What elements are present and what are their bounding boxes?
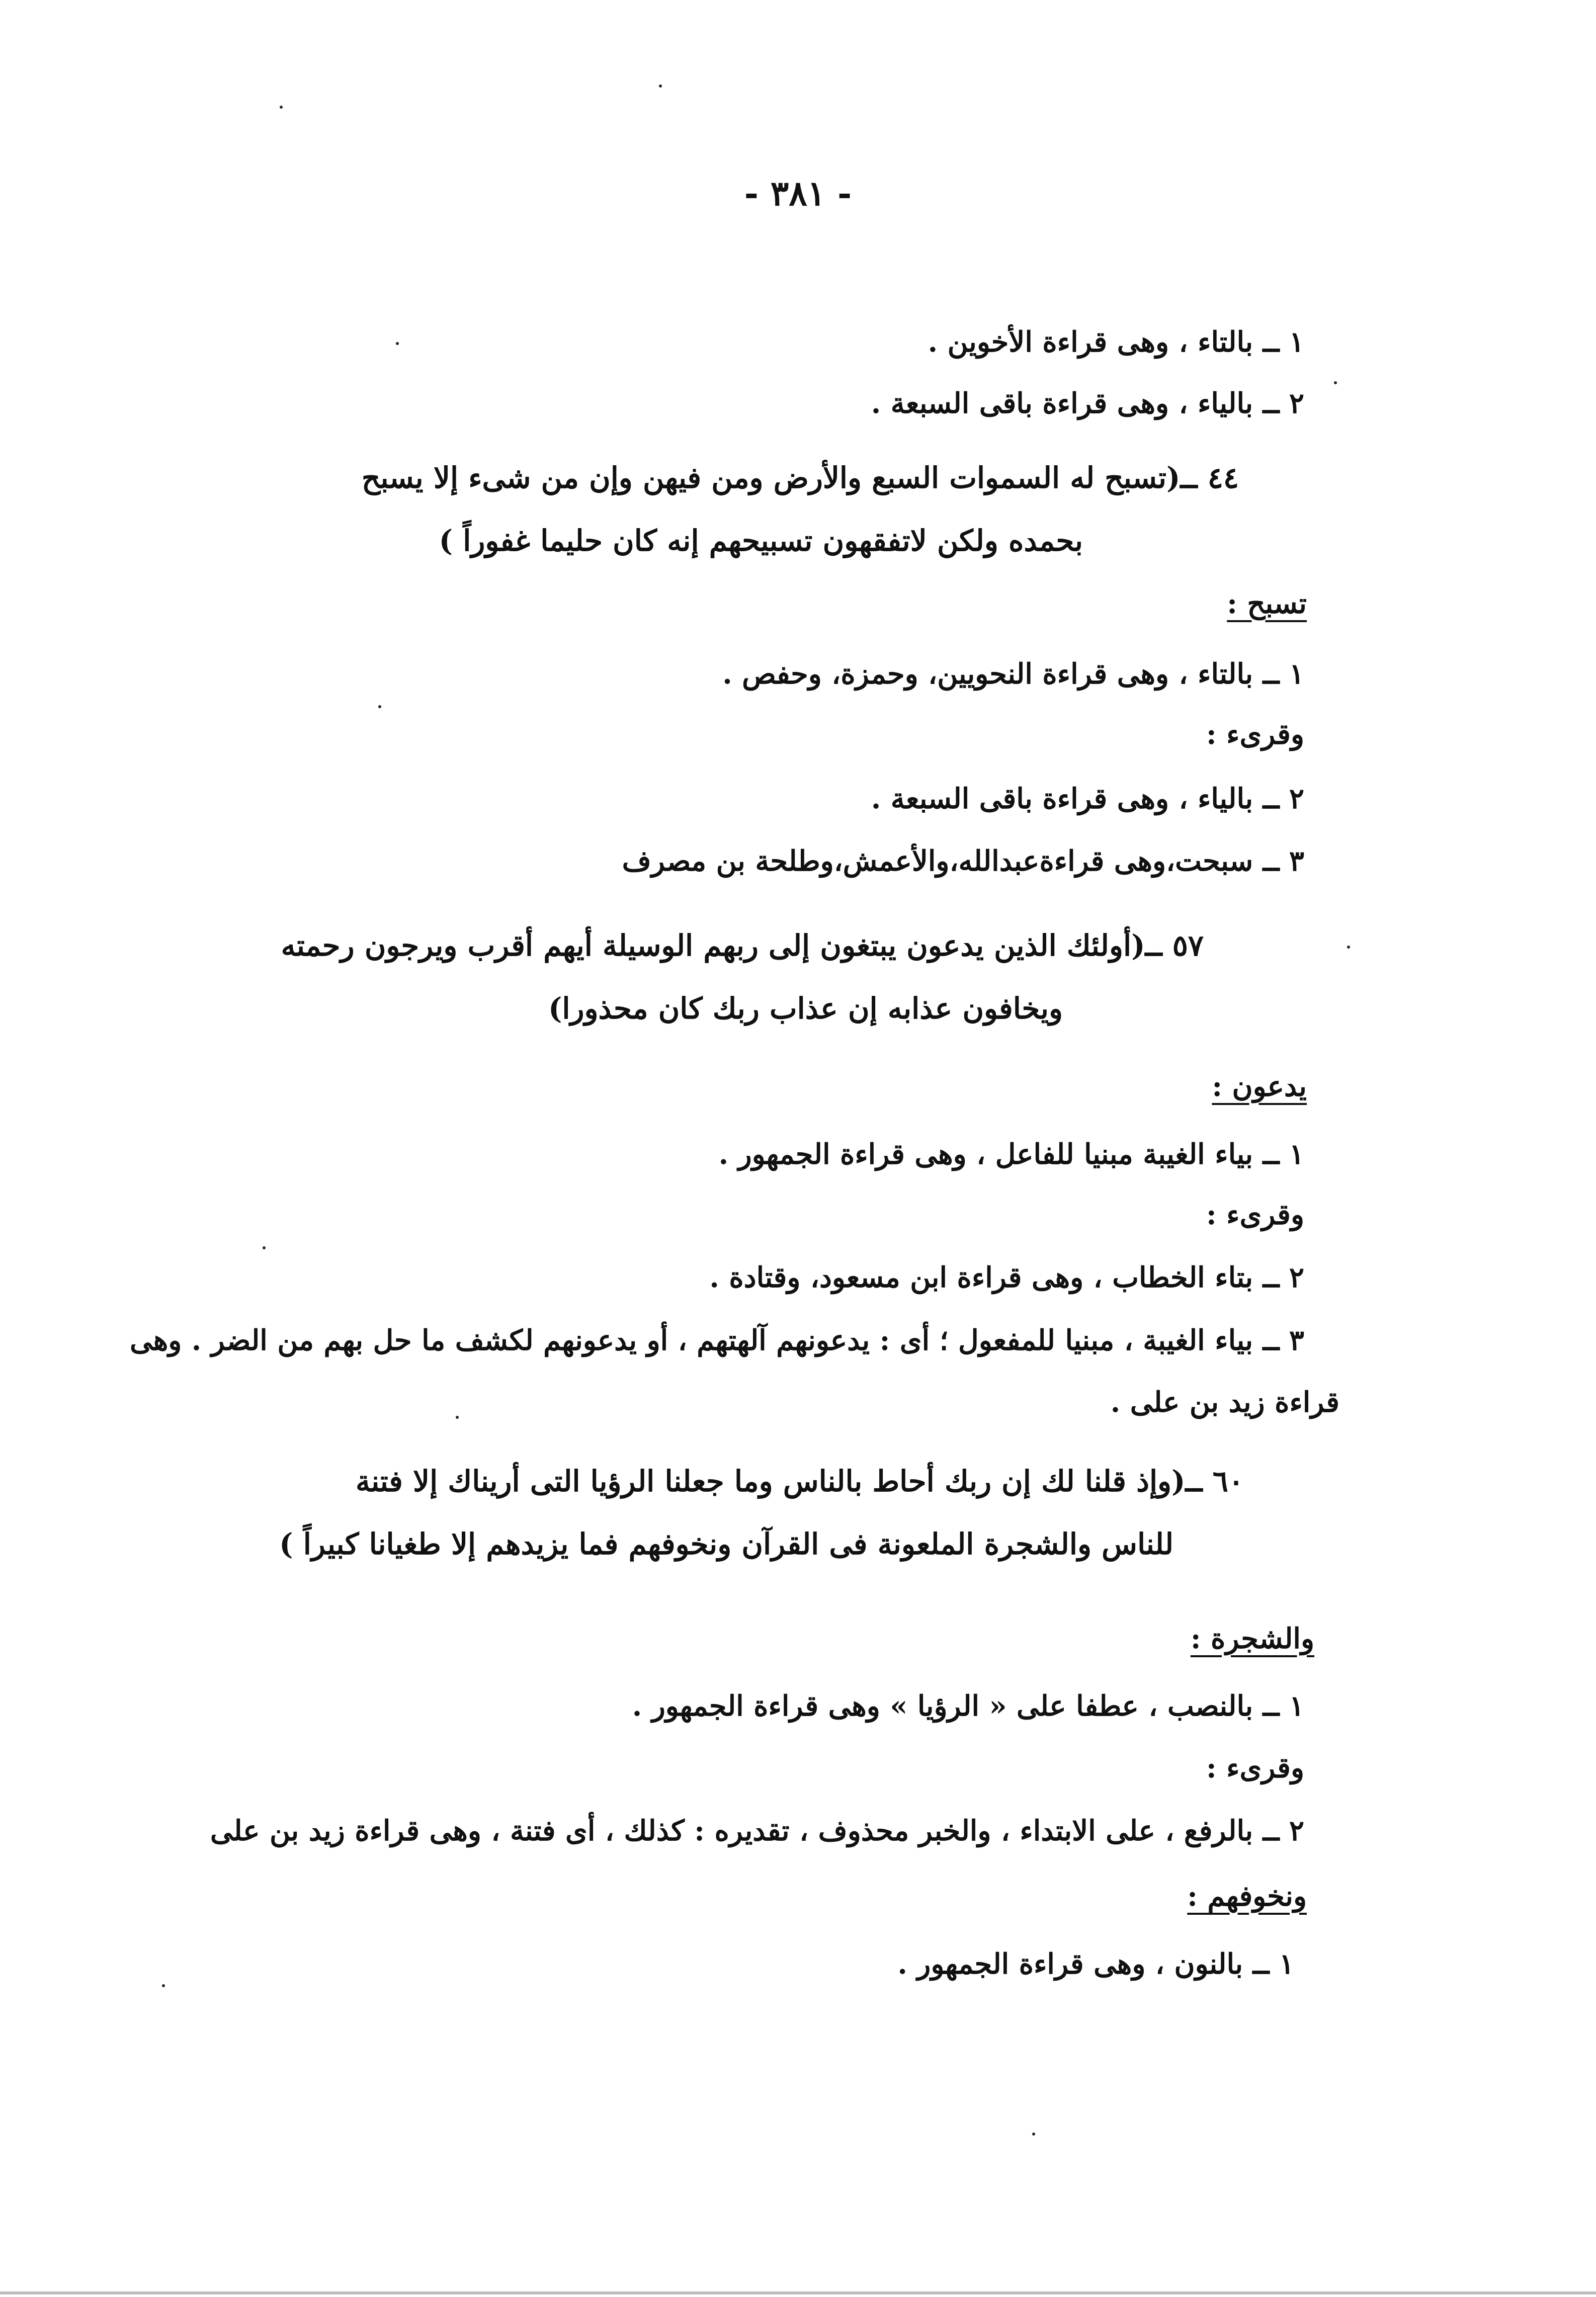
- verse-line: للناس والشجرة الملعونة فى القرآن ونخوفهم فما يزيدهم إلا طغيانا كبيراً ): [279, 1527, 1173, 1561]
- other-readings-label: وقرىء :: [1206, 718, 1304, 751]
- reading-line: ٣ ــ سبحت،وهى قراءةعبدالله،والأعمش،وطلحة بن مصرف: [622, 844, 1304, 878]
- reading-line: ٢ ــ بالياء ، وهى قراءة باقى السبعة .: [871, 782, 1304, 815]
- other-readings-label: وقرىء :: [1206, 1198, 1304, 1231]
- scan-speck: [1334, 381, 1337, 384]
- other-readings-label: وقرىء :: [1206, 1751, 1304, 1784]
- scan-speck: [396, 342, 399, 345]
- reading-line: ٢ ــ بتاء الخطاب ، وهى قراءة ابن مسعود، وقتادة .: [709, 1261, 1304, 1294]
- reading-line: ٢ ــ بالرفع ، على الابتداء ، والخبر محذوف ، تقديره : كذلك ، أى فتنة ، وهى قراءة زيد بن على: [210, 1814, 1304, 1847]
- verse-line: ويخافون عذابه إن عذاب ربك كان محذورا): [548, 991, 1063, 1026]
- scan-speck: [1347, 946, 1350, 949]
- verse-line: بحمده ولكن لاتفقهون تسبيحهم إنه كان حليما غفوراً ): [439, 524, 1083, 558]
- bottom-rule: [0, 2291, 1596, 2294]
- reading-line: ١ ــ بالنون ، وهى قراءة الجمهور .: [897, 1947, 1294, 1981]
- word-heading: يدعون :: [1212, 1070, 1307, 1103]
- scan-speck: [378, 705, 381, 708]
- word-heading: ونخوفهم :: [1187, 1880, 1307, 1913]
- reading-line: قراءة زيد بن على .: [1110, 1386, 1339, 1419]
- verse-line: ٥٧ ــ(أولئك الذين يدعون يبتغون إلى ربهم الوسيلة أيهم أقرب ويرجون رحمته: [281, 928, 1204, 963]
- verse-line: ٦٠ ــ(وإذ قلنا لك إن ربك أحاط بالناس وما جعلنا الرؤيا التى أريناك إلا فتنة: [356, 1464, 1244, 1498]
- scan-speck: [280, 106, 283, 109]
- verse-line: ٤٤ ــ(تسبح له السموات السبع والأرض ومن فيهن وإن من شىء إلا يسبح: [361, 461, 1239, 495]
- scan-speck: [659, 84, 662, 88]
- scan-speck: [1032, 2133, 1035, 2136]
- word-heading: تسبح :: [1227, 587, 1307, 620]
- page-number: - ٣٨١ -: [744, 174, 852, 214]
- reading-line: ١ ــ بالنصب ، عطفا على « الرؤيا » وهى قراءة الجمهور .: [632, 1689, 1304, 1723]
- scan-speck: [162, 1984, 165, 1987]
- reading-line: ١ ــ بالتاء ، وهى قراءة النحويين، وحمزة، وحفص .: [722, 657, 1304, 691]
- scan-speck: [263, 1246, 266, 1249]
- reading-line: ٣ ــ بياء الغيبة ، مبنيا للمفعول ؛ أى : يدعونهم آلهتهم ، أو يدعونهم لكشف ما حل بهم من الضر . وهى: [130, 1324, 1304, 1357]
- reading-line: ٢ ــ بالياء ، وهى قراءة باقى السبعة .: [871, 387, 1304, 420]
- reading-line: ١ ــ بالتاء ، وهى قراءة الأخوين .: [928, 325, 1304, 359]
- word-heading: والشجرة :: [1190, 1622, 1314, 1655]
- reading-line: ١ ــ بياء الغيبة مبنيا للفاعل ، وهى قراءة الجمهور .: [718, 1138, 1304, 1171]
- scan-speck: [456, 1416, 459, 1419]
